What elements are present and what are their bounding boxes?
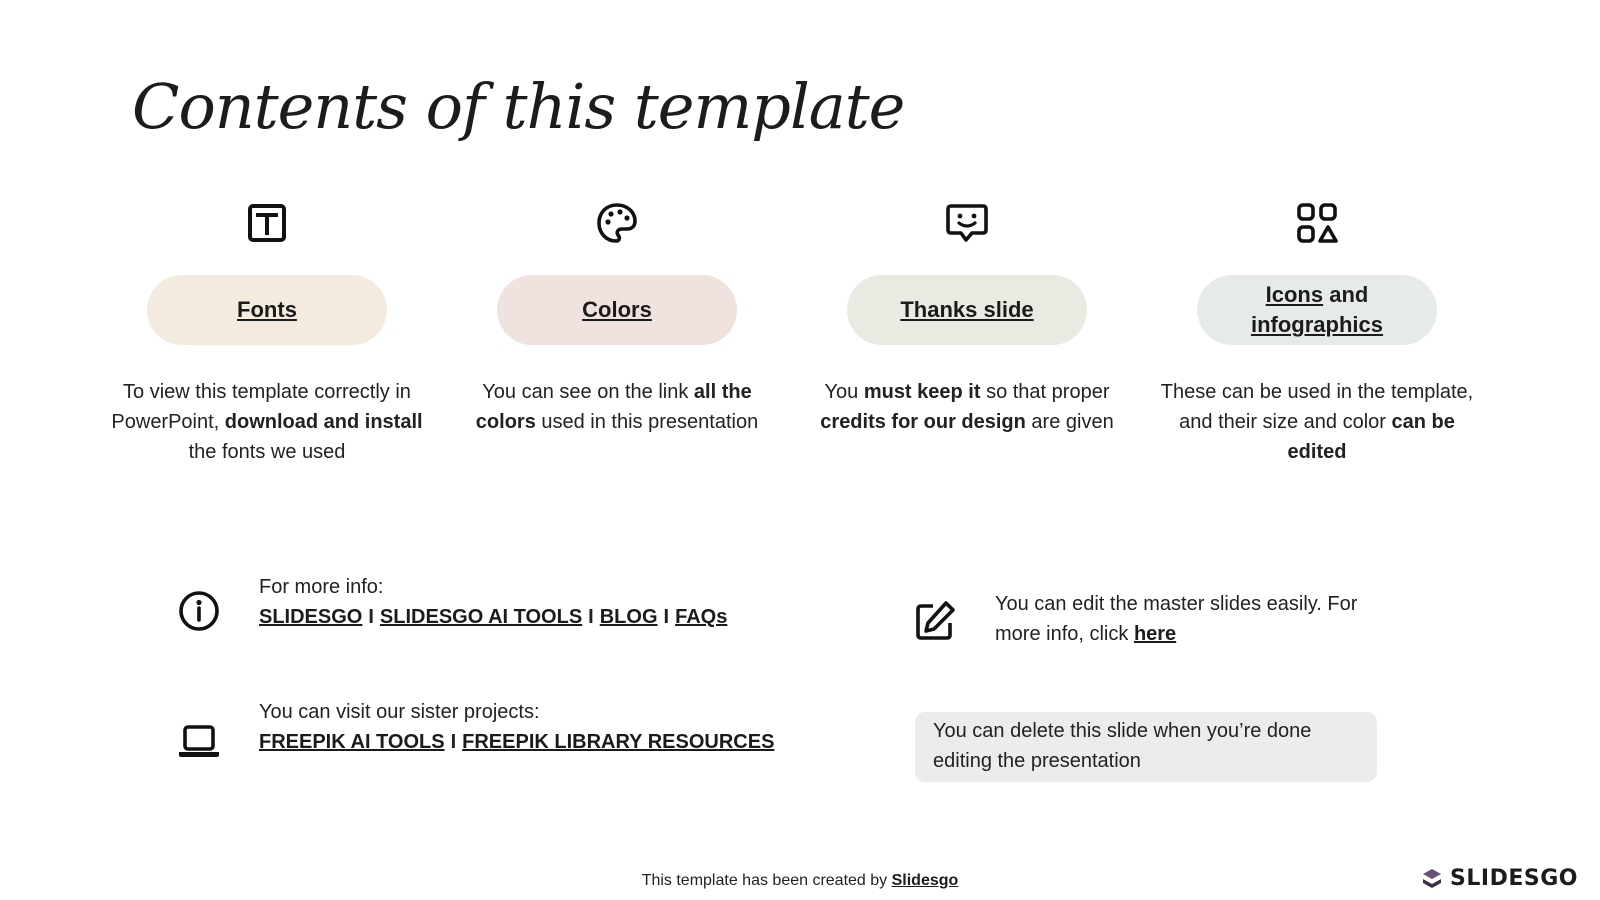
page-title: Contents of this template — [132, 70, 905, 143]
here-link[interactable]: here — [1133, 623, 1177, 645]
more-info-row — [176, 576, 728, 634]
desc-bold: must keep it — [863, 381, 981, 403]
column-colors — [452, 200, 782, 437]
column-thanks — [802, 200, 1132, 437]
desc-bold: all the colors — [475, 381, 752, 433]
smiley-chat-icon — [944, 200, 990, 246]
desc-text: so that proper — [980, 381, 1110, 403]
master-slides-text — [995, 589, 1395, 649]
icons-link[interactable]: Icons — [1265, 282, 1324, 307]
slidesgo-logo[interactable] — [1420, 866, 1578, 891]
desc-text: are given — [1025, 411, 1114, 433]
sister-projects-row — [176, 701, 775, 765]
colors-link[interactable]: Colors — [582, 297, 652, 322]
column-fonts — [102, 200, 432, 467]
thanks-link[interactable]: Thanks slide — [900, 297, 1034, 322]
separator: I — [368, 606, 374, 628]
master-slides-row — [912, 593, 1395, 649]
desc-text: the fonts we used — [188, 441, 346, 463]
slidesgo-logo-text: SLIDESGO — [1450, 866, 1578, 891]
fonts-pill — [147, 275, 387, 345]
icons-description — [1152, 377, 1482, 467]
sister-label: You can visit our sister projects: — [259, 701, 540, 723]
slidesgo-ai-tools-link[interactable]: SLIDESGO AI TOOLS — [379, 606, 583, 628]
laptop-icon — [176, 719, 222, 765]
more-info-text — [259, 572, 727, 632]
desc-text: These can be used in the template, and their size and color — [1160, 381, 1474, 433]
palette-icon — [594, 200, 640, 246]
slidesgo-link[interactable]: SLIDESGO — [259, 606, 363, 628]
master-text: You can edit the master slides easily. For more info, click — [995, 593, 1358, 645]
footer-text: This template has been created by — [641, 872, 892, 889]
thanks-pill — [847, 275, 1087, 345]
sister-projects-text — [259, 697, 774, 757]
desc-bold: credits for our design — [820, 411, 1026, 433]
footer-credit — [0, 872, 1600, 890]
desc-bold: can be edited — [1287, 411, 1455, 463]
desc-text: You can see on the link — [482, 381, 694, 403]
thanks-description — [802, 377, 1132, 437]
faqs-link[interactable]: FAQs — [675, 606, 728, 628]
infographics-link[interactable]: infographics — [1250, 312, 1383, 337]
column-icons — [1152, 200, 1482, 467]
fonts-link[interactable]: Fonts — [237, 297, 297, 322]
shapes-grid-icon — [1294, 200, 1340, 246]
freepik-library-link[interactable]: FREEPIK LIBRARY RESOURCES — [462, 731, 775, 753]
desc-text: used in this presentation — [535, 411, 759, 433]
separator: I — [588, 606, 594, 628]
edit-icon — [912, 598, 958, 644]
icons-pill — [1197, 275, 1437, 345]
slidesgo-logo-icon — [1420, 867, 1444, 891]
more-info-label: For more info: — [259, 576, 384, 598]
text-font-icon — [244, 200, 290, 246]
separator: I — [663, 606, 670, 628]
desc-text: To view this template correctly in PowerPoint, — [111, 381, 411, 433]
desc-text: You — [824, 381, 864, 403]
colors-pill — [497, 275, 737, 345]
info-icon — [176, 588, 222, 634]
pill-heading-rest: and — [1323, 282, 1369, 307]
fonts-description — [102, 377, 432, 467]
separator: I — [450, 731, 457, 753]
footer-slidesgo-link[interactable]: Slidesgo — [891, 872, 959, 889]
delete-note: You can delete this slide when you’re done editing the presentation — [915, 712, 1377, 782]
freepik-ai-tools-link[interactable]: FREEPIK AI TOOLS — [259, 731, 445, 753]
blog-link[interactable]: BLOG — [599, 606, 658, 628]
colors-description — [452, 377, 782, 437]
desc-bold: download and install — [224, 411, 423, 433]
